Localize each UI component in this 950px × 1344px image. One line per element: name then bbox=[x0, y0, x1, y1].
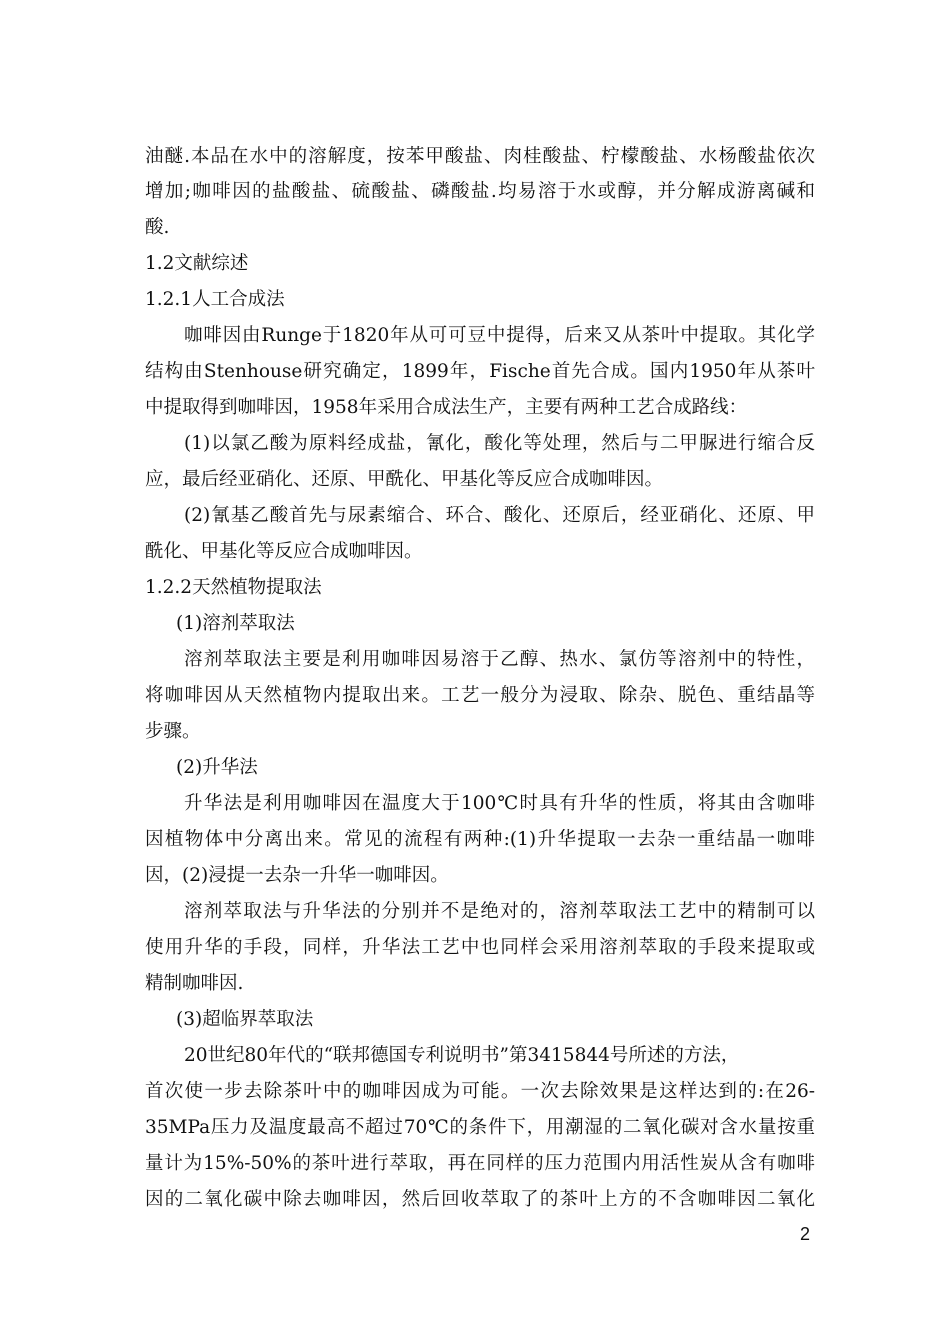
text-line: 因植物体中分离出来。常见的流程有两种:(1)升华提取一去杂一重结晶一咖啡 bbox=[145, 829, 815, 850]
text-line: 油醚.本品在水中的溶解度，按苯甲酸盐、肉桂酸盐、柠檬酸盐、水杨酸盐依次 bbox=[145, 146, 815, 167]
text-line: 增加;咖啡因的盐酸盐、硫酸盐、磷酸盐.均易溶于水或醇，并分解成游离碱和 bbox=[145, 181, 815, 202]
list-item-first-line: (1)以氯乙酸为原料经成盐，氰化，酸化等处理，然后与二甲脲进行缩合反 bbox=[184, 433, 815, 454]
text-line: 因，(2)浸提一去杂一升华一咖啡因。 bbox=[145, 865, 449, 886]
text-line: 步骤。 bbox=[145, 721, 201, 742]
text-line: 将咖啡因从天然植物内提取出来。工艺一般分为浸取、除杂、脱色、重结晶等 bbox=[145, 685, 815, 706]
text-line: 结构由Stenhouse研究确定，1899年，Fische首先合成。国内1950年从茶叶 bbox=[145, 361, 815, 382]
text-line: 量计为15%-50%的茶叶进行萃取，再在同样的压力范围内用活性炭从含有咖啡 bbox=[145, 1153, 815, 1174]
text-line: 酰化、甲基化等反应合成咖啡因。 bbox=[145, 541, 423, 562]
subsection-heading: 1.2.2天然植物提取法 bbox=[145, 577, 322, 598]
paragraph-first-line: 咖啡因由Runge于1820年从可可豆中提得，后来又从茶叶中提取。其化学 bbox=[184, 325, 815, 346]
subsection-heading: 1.2.1人工合成法 bbox=[145, 289, 285, 310]
text-line: 35MPa压力及温度最高不超过70℃的条件下，用潮湿的二氧化碳对含水量按重 bbox=[145, 1117, 815, 1138]
method-heading: (1)溶剂萃取法 bbox=[176, 613, 295, 634]
text-line: 应，最后经亚硝化、还原、甲酰化、甲基化等反应合成咖啡因。 bbox=[145, 469, 664, 490]
method-heading: (2)升华法 bbox=[176, 757, 258, 778]
paragraph-first-line: 溶剂萃取法与升华法的分别并不是绝对的，溶剂萃取法工艺中的精制可以 bbox=[184, 901, 815, 922]
section-heading: 1.2文献综述 bbox=[145, 253, 249, 274]
text-line: 中提取得到咖啡因，1958年采用合成法生产，主要有两种工艺合成路线： bbox=[145, 397, 748, 418]
paragraph-first-line: 20世纪80年代的“联邦德国专利说明书”第3415844号所述的方法， bbox=[184, 1045, 740, 1066]
page-number: 2 bbox=[799, 1224, 810, 1244]
text-line: 首次使一步去除茶叶中的咖啡因成为可能。一次去除效果是这样达到的:在26- bbox=[145, 1081, 815, 1102]
text-line: 精制咖啡因. bbox=[145, 973, 244, 994]
method-heading: (3)超临界萃取法 bbox=[176, 1009, 314, 1030]
text-line: 酸. bbox=[145, 217, 170, 238]
paragraph-first-line: 升华法是利用咖啡因在温度大于100℃时具有升华的性质，将其由含咖啡 bbox=[184, 793, 815, 814]
list-item-first-line: (2)氰基乙酸首先与尿素缩合、环合、酸化、还原后，经亚硝化、还原、甲 bbox=[184, 505, 815, 526]
text-line: 因的二氧化碳中除去咖啡因，然后回收萃取了的茶叶上方的不含咖啡因二氧化 bbox=[145, 1189, 815, 1210]
text-line: 使用升华的手段，同样，升华法工艺中也同样会采用溶剂萃取的手段来提取或 bbox=[145, 937, 815, 958]
paragraph-first-line: 溶剂萃取法主要是利用咖啡因易溶于乙醇、热水、氯仿等溶剂中的特性， bbox=[184, 649, 815, 670]
